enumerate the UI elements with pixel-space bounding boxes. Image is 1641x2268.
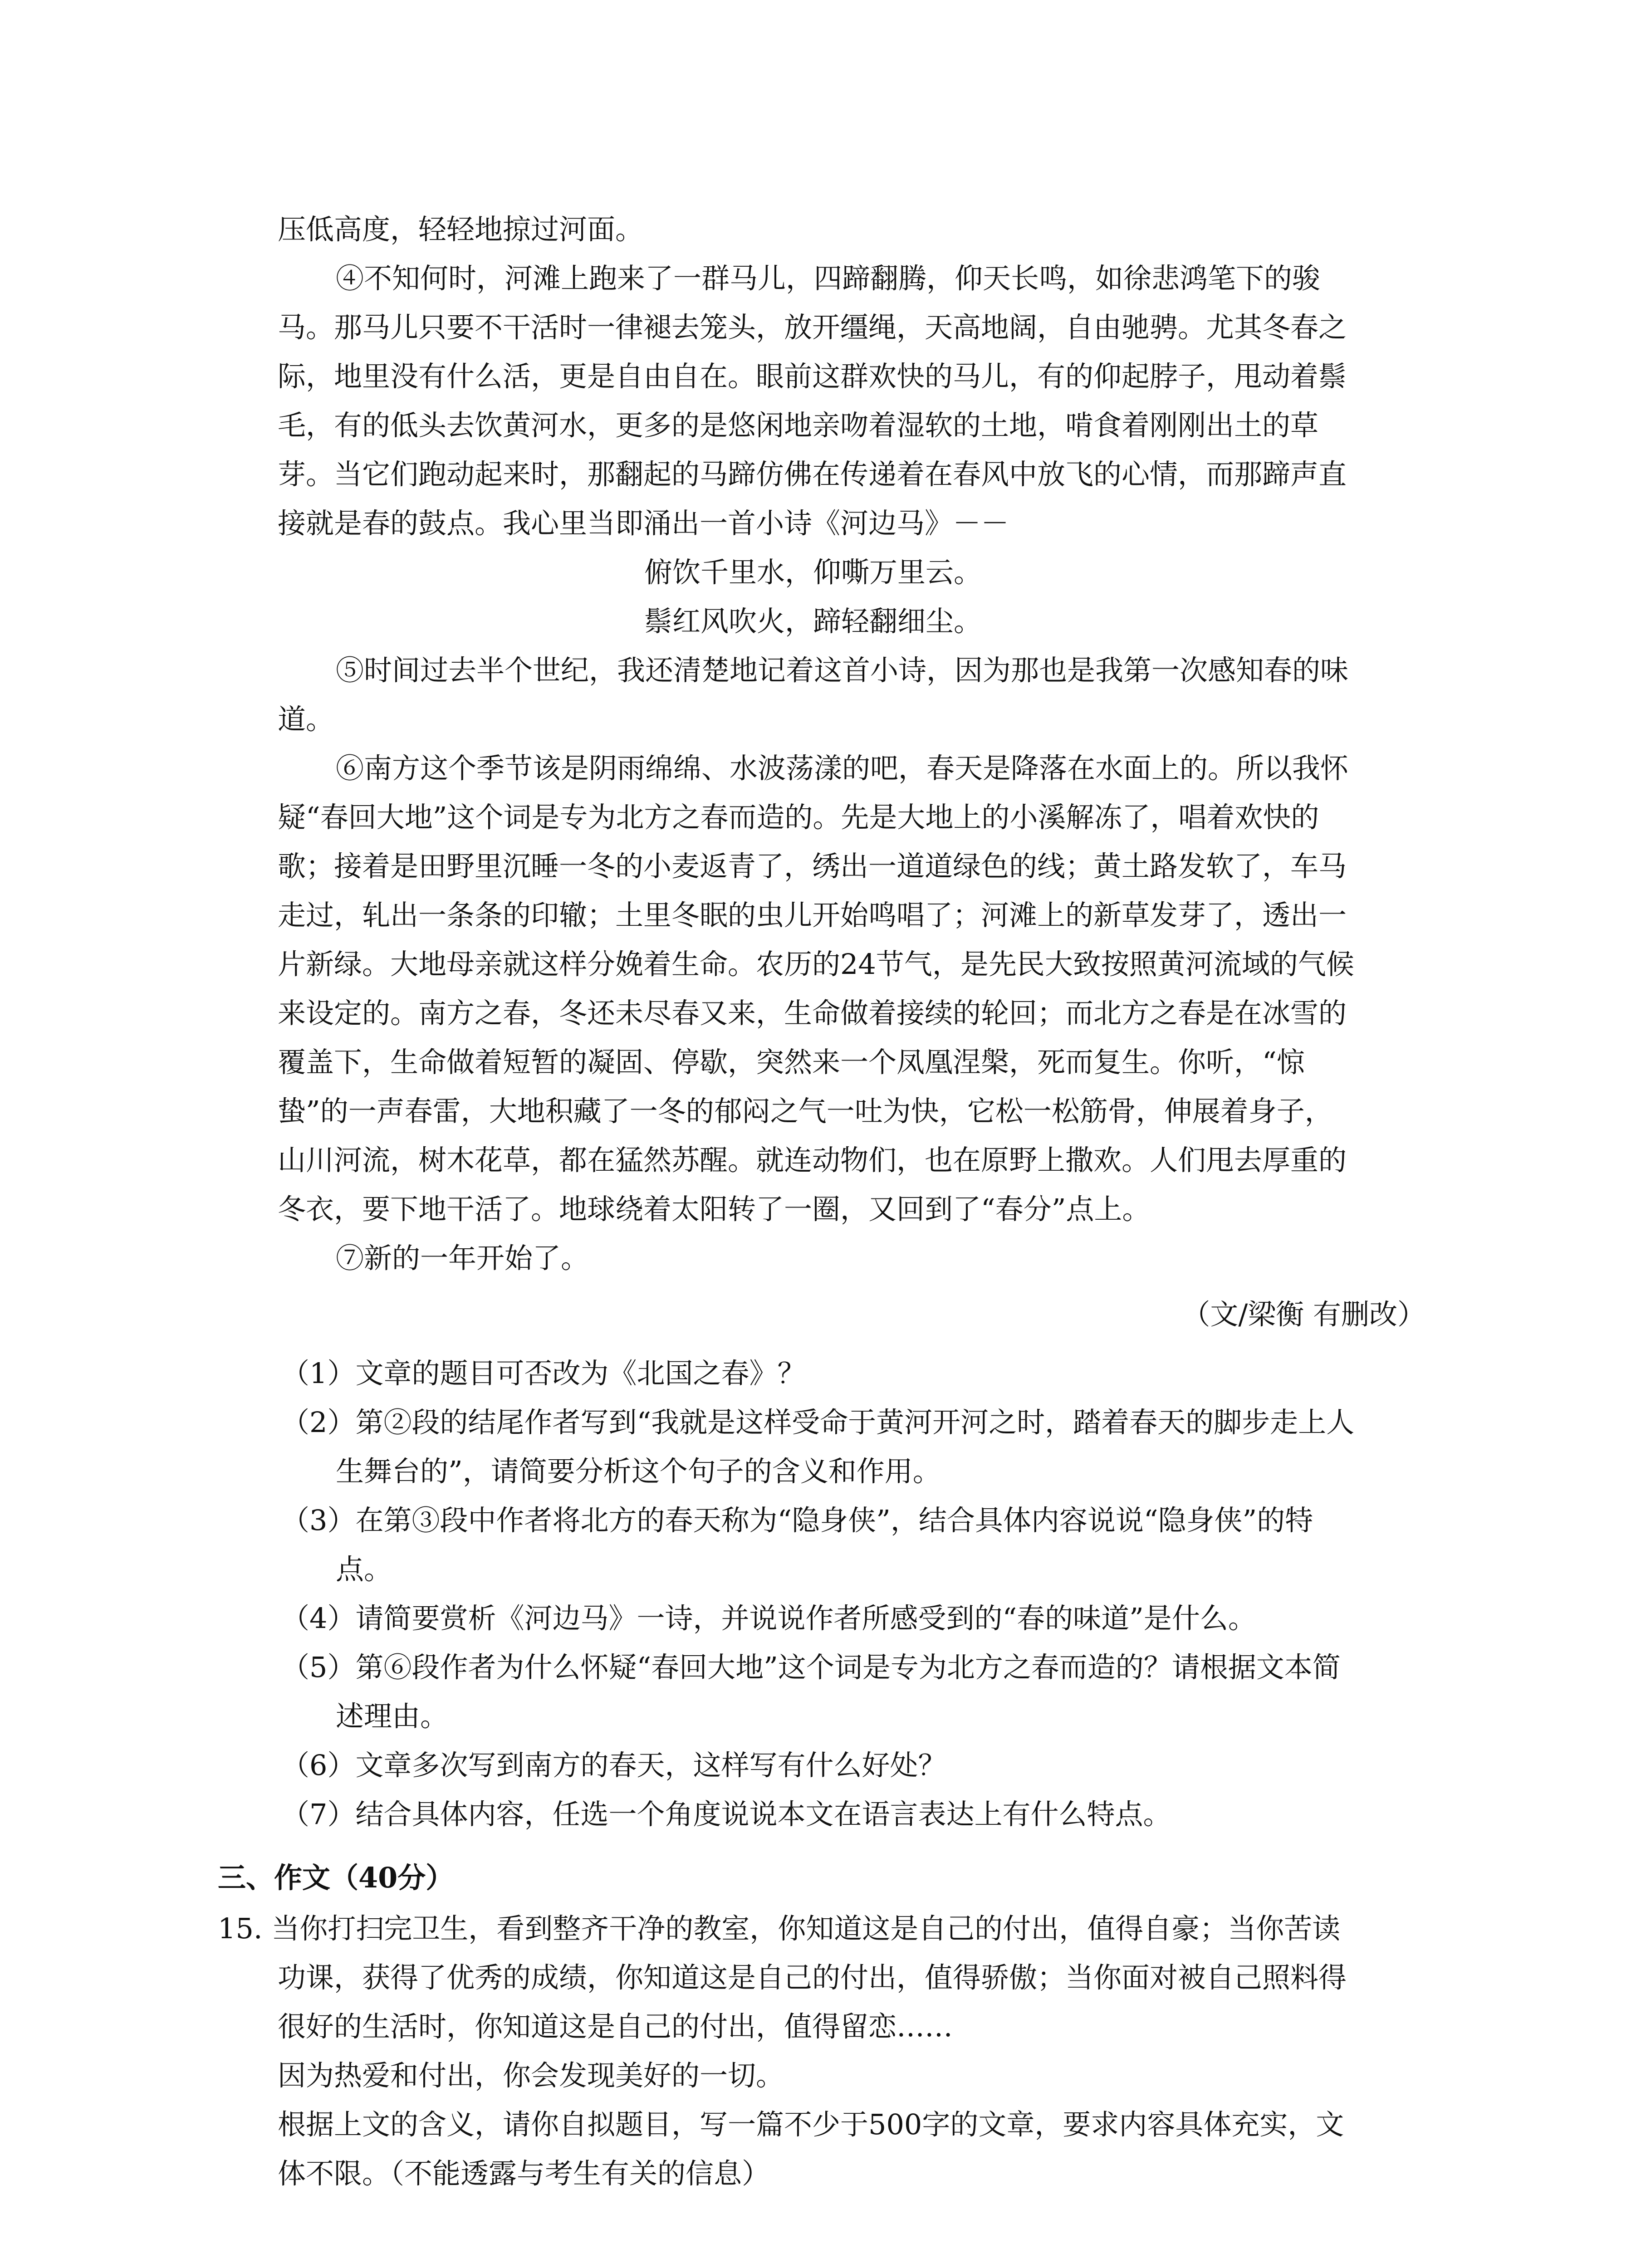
poem-line: 俯饮千里水，仰嘶万里云。: [644, 556, 982, 589]
passage-line: 芽。当它们跑动起来时，那翻起的马蹄仿佛在传递着在春风中放飞的心情，而那蹄声直: [278, 458, 1347, 491]
question-line: 点。: [336, 1553, 392, 1586]
passage-line: 压低高度，轻轻地掠过河面。: [278, 213, 644, 246]
passage-line: 来设定的。南方之春，冬还未尽春又来，生命做着接续的轮回；而北方之春是在冰雪的: [278, 997, 1347, 1030]
passage-line: 走过，轧出一条条的印辙；土里冬眠的虫儿开始鸣唱了；河滩上的新草发芽了，透出一: [278, 899, 1347, 932]
question-line: （2）第②段的结尾作者写到“我就是这样受命于黄河开河之时，踏着春天的脚步走上人: [281, 1406, 1355, 1439]
essay-line: 功课，获得了优秀的成绩，你知道这是自己的付出，值得骄傲；当你面对被自己照料得: [278, 1961, 1347, 1994]
passage-line: 片新绿。大地母亲就这样分娩着生命。农历的24节气，是先民大致按照黄河流域的气候: [278, 948, 1354, 981]
passage-line: 覆盖下，生命做着短暂的凝固、停歇，突然来一个凤凰涅槃，死而复生。你听，“惊: [278, 1046, 1305, 1079]
passage-line: ⑤时间过去半个世纪，我还清楚地记着这首小诗，因为那也是我第一次感知春的味: [336, 654, 1349, 687]
question-line: （7）结合具体内容，任选一个角度说说本文在语言表达上有什么特点。: [281, 1798, 1171, 1831]
question-line: （3）在第③段中作者将北方的春天称为“隐身侠”，结合具体内容说说“隐身侠”的特: [281, 1504, 1313, 1537]
question-line: （1）文章的题目可否改为《北国之春》？: [281, 1357, 806, 1390]
essay-line: 很好的生活时，你知道这是自己的付出，值得留恋……: [278, 2010, 953, 2043]
essay-line: 体不限。（不能透露与考生有关的信息）: [278, 2157, 770, 2190]
passage-line: ⑦新的一年开始了。: [336, 1242, 589, 1275]
passage-line: 蛰”的一声春雷，大地积藏了一冬的郁闷之气一吐为快，它松一松筋骨，伸展着身子，: [278, 1095, 1333, 1128]
essay-line: 根据上文的含义，请你自拟题目，写一篇不少于500字的文章，要求内容具体充实，文: [278, 2108, 1344, 2141]
passage-line: 歌；接着是田野里沉睡一冬的小麦返青了，绣出一道道绿色的线；黄土路发软了，车马: [278, 850, 1347, 883]
passage-line: ⑥南方这个季节该是阴雨绵绵、水波荡漾的吧，春天是降落在水面上的。所以我怀: [336, 752, 1349, 785]
attribution: （文/梁衡 有删改）: [1182, 1298, 1425, 1331]
passage-line: 接就是春的鼓点。我心里当即涌出一首小诗《河边马》－－: [278, 507, 1009, 540]
passage-line: 山川河流，树木花草，都在猛然苏醒。就连动物们，也在原野上撒欢。人们甩去厚重的: [278, 1144, 1347, 1177]
question-line: （5）第⑥段作者为什么怀疑“春回大地”这个词是专为北方之春而造的？请根据文本简: [281, 1651, 1341, 1684]
essay-line: 因为热爱和付出，你会发现美好的一切。: [278, 2059, 784, 2092]
question-line: 生舞台的”，请简要分析这个句子的含义和作用。: [336, 1455, 941, 1488]
essay-line: 15. 当你打扫完卫生，看到整齐干净的教室，你知道这是自己的付出，值得自豪；当你苦读: [218, 1912, 1341, 1945]
passage-line: 道。: [278, 703, 334, 736]
poem-line: 鬃红风吹火，蹄轻翻细尘。: [644, 605, 982, 638]
passage-line: 马。那马儿只要不干活时一律褪去笼头，放开缰绳，天高地阔，自由驰骋。尤其冬春之: [278, 311, 1347, 344]
question-line: 述理由。: [336, 1700, 449, 1733]
passage-line: 际，地里没有什么活，更是自由自在。眼前这群欢快的马儿，有的仰起脖子，甩动着鬃: [278, 360, 1347, 393]
passage-line: 疑“春回大地”这个词是专为北方之春而造的。先是大地上的小溪解冻了，唱着欢快的: [278, 801, 1319, 834]
section-heading: 三、作文（40分）: [218, 1861, 454, 1894]
passage-line: 冬衣，要下地干活了。地球绕着太阳转了一圈，又回到了“春分”点上。: [278, 1193, 1151, 1226]
question-line: （4）请简要赏析《河边马》一诗，并说说作者所感受到的“春的味道”是什么。: [281, 1602, 1256, 1635]
passage-line: ④不知何时，河滩上跑来了一群马儿，四蹄翻腾，仰天长鸣，如徐悲鸿笔下的骏: [336, 262, 1321, 295]
question-line: （6）文章多次写到南方的春天，这样写有什么好处？: [281, 1749, 946, 1782]
passage-line: 毛，有的低头去饮黄河水，更多的是悠闲地亲吻着湿软的土地，啃食着刚刚出土的草: [278, 409, 1319, 442]
